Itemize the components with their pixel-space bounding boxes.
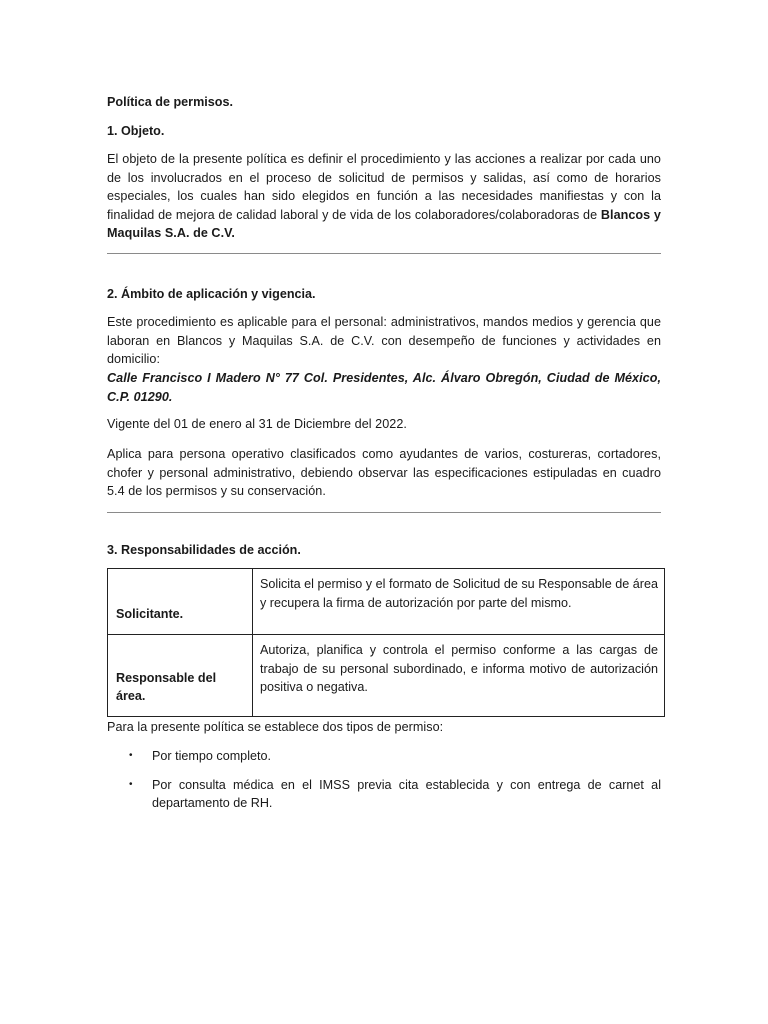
table-cell-role: Solicitante. — [108, 569, 253, 635]
validity-period: Vigente del 01 de enero al 31 de Diciembre del 2022. — [107, 417, 407, 431]
permit-types-list — [107, 747, 661, 813]
section-2-scope: Este procedimiento es aplicable para el personal: administrativos, mandos medios y gerencia que laboran en Blancos y Maquilas S.A. de C.V. con desempeño de funciones y actividades en domicilio: — [107, 315, 661, 367]
table-row — [108, 569, 665, 635]
section-1-body-text: El objeto de la presente política es definir el procedimiento y las acciones a realizar por cada uno de los involucrados en el proceso de solicitud de permisos y salidas, así como de horarios especiales, los cuales han sido elegidos en función a las necesidades manifiestas y con la finalidad de mejora de calidad laboral y de vida de los colaboradores/colaboradoras de — [107, 152, 661, 222]
document-page — [107, 0, 661, 1024]
list-item-text: Por tiempo completo. — [152, 749, 271, 763]
divider-1 — [107, 253, 661, 254]
permit-types-intro: Para la presente política se establece dos tipos de permiso: — [107, 720, 444, 734]
list-item — [107, 747, 661, 766]
responsibilities-table — [107, 568, 665, 717]
section-2-heading: 2. Ámbito de aplicación y vigencia. — [107, 287, 316, 301]
divider-2 — [107, 512, 661, 513]
company-address: Calle Francisco I Madero N° 77 Col. Presidentes, Alc. Álvaro Obregón, Ciudad de México, C.P. 01290. — [107, 371, 661, 404]
section-1-heading: 1. Objeto. — [107, 124, 165, 138]
document-title: Política de permisos. — [107, 95, 233, 109]
table-cell-description: Solicita el permiso y el formato de Solicitud de su Responsable de área y recupera la firma de autorización por parte del mismo. — [253, 569, 665, 635]
list-item-text: Por consulta médica en el IMSS previa cita establecida y con entrega de carnet al departamento de RH. — [152, 777, 661, 811]
company-name: Blancos y Maquilas S.A. de C.V. — [107, 207, 661, 241]
table-row — [108, 635, 665, 717]
bullet-icon: • — [129, 750, 133, 761]
table-cell-role: Responsable del área. — [108, 635, 253, 717]
table-cell-description: Autoriza, planifica y controla el permiso conforme a las cargas de trabajo de su personal subordinado, e informa motivo de autorización positiva o negativa. — [253, 635, 665, 717]
list-item — [107, 776, 661, 813]
section-3-heading: 3. Responsabilidades de acción. — [107, 543, 301, 557]
bullet-icon: • — [129, 778, 133, 790]
section-1-body — [107, 150, 661, 243]
section-2-applies: Aplica para persona operativo clasificados como ayudantes de varios, costureras, cortadores, chofer y personal administrativo, debiendo observar las especificaciones estipuladas en cuadro 5.4 de los permisos y su conservación. — [107, 447, 661, 499]
